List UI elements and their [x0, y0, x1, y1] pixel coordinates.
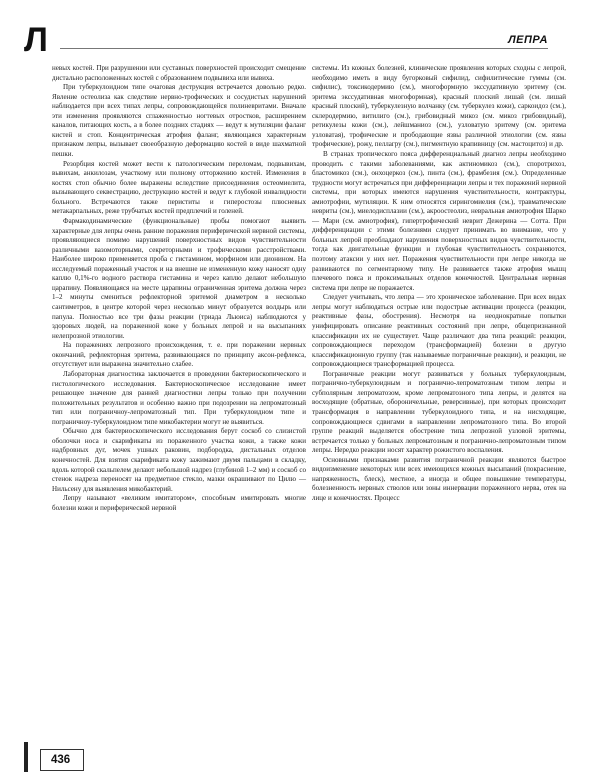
- right-column: [312, 64, 566, 504]
- left-column: [52, 64, 306, 513]
- header-rule: [60, 48, 548, 49]
- paragraph: системы. Из кожных болезней, клинические проявления которых сходны с лепрой, необходимо иметь в виду бугорковый сифилид, сифилитические гуммы (см. сифилис), токсикодермию (см.), многоформную экссудативную эритему (см. эритема экссудативная многоформная), красный плоский лишай (см. лишай красный плоский), туберкулезную волчанку (см. туберкулез кожи), саркоидоз (см.), склеродермию, витилиго (см.), грибовидный микоз (см. микоз грибовидный), ретикулезы кожи (см.), лейшманиоз (см.), узловатую эритему (см. эритема узловатая), трофические и прободающие язвы различной этиологии (см. язвы трофические), рожу, пеллагру (см.), пигментную крапивницу (см. мастоцитоз) и др.: [312, 64, 566, 149]
- paragraph: Лепру называют «великим имитатором», способным имитировать многие болезни кожи и периферической нервной: [52, 494, 306, 512]
- paragraph: Основными признаками развития пограничной реакции являются быстрое видоизменение некоторых или всех имеющихся кожных высыпаний (покраснение, напряженность, блеск), местное, а иногда и общее повышение температуры, болезненность нервных стволов или зоны иннервации пораженного нерва, отек на лице и конечностях. Процесс: [312, 455, 566, 502]
- page-number: 436: [40, 749, 84, 771]
- paragraph: невых костей. При разрушении или суставных поверхностей происходит смещение дистально расположенных костей с образованием подвывиха или вывиха.: [52, 64, 306, 82]
- paragraph: Пограничные реакции могут развиваться у больных туберкулоидным, погранично-туберкулоидным и погранично-лепроматозным типом лепры и субполярным лепроматозом, кроме лепроматозного типа лепры, и делятся на восходящие (обратные, обороничельные, реверсивные), при которых происходит трансформация в направлении туберкулоидного типа, и на нисходящие, сопровождающиеся сдвигами в направлении лепроматозного типа. Во второй группе реакций выделяется обострение типа лепрозной узловой эритемы, встречается только у больных лепроматозным и погранично-лепроматозным типом лепры. Нередко реакции носят характер рожистого воспаления.: [312, 369, 566, 455]
- footer-side-bar: [24, 742, 28, 772]
- paragraph: Лабораторная диагностика заключается в проведении бактериоскопического и гистологического исследования. Бактериоскопическое исследование имеет решающее значение для ранней диагностики лепры только при получении положительных результатов и особенно важно при подозрении на лепроматозный тип или пограничноу-лепроматозный тип. При туберкулоидном типе и пограничноу-туберкулоидном типе микобактерии могут не выявиться.: [52, 369, 306, 426]
- paragraph: Резорбция костей может вести к патологическим переломам, подвывихам, вывихам, анкилозам, участкому или полному отторжению костей. Изменения в костях стоп обычно более выражены вследствие присоединения остеомиелита, вызывающего секвестрацию, деструкцию костей и ведут к глубокой инвалидности больного. Встречаются также периститы и гиперостозы плюсневых метакарпальных, реже трубчатых костей предплечий и голеней.: [52, 159, 306, 216]
- paragraph: Следует учитывать, что лепра — это хроническое заболевание. При всех видах лепры могут наблюдаться острые или подострые активации процесса (реакции, реактивные фазы, обострения). Несмотря на неоднократные попытки унифицировать описание реактивных состояний при лепре, общепризнанной классификации их не существует. Чаще различают два типа реакций: реакции, сопровождающиеся переходом (трансформацией) болезни в другую классификационную группу (так называемые пограничные реакции), и реакции, не сопровождающиеся трансформацией процесса.: [312, 293, 566, 369]
- running-title: ЛЕПРА: [508, 34, 548, 46]
- paragraph: Обычно для бактериоскопического исследования берут соскоб со слизистой оболочки носа и скарификаты из пораженного участка кожи, а также кожи надбровных дуг, мочек ушных раковин, подбородка, дистальных отделов конечностей. Для взятия скарификата кожу зажимают двумя пальцами в складку, вдоль которой скальпелем делают небольшой надрез (глубиной 1–2 мм) и соскоб со стенок надреза переносят на предметное стекло, мазки окрашивают по Цилю — Нильсену для выявления микобактерий.: [52, 427, 306, 493]
- alphabet-letter-tab: Л: [24, 21, 48, 59]
- paragraph: На поражениях лепрозного происхождения, т. е. при поражении нервных окончаний, рефлекторная эритема, развивающаяся по принципу аксон-рефлекса, отсутствует или выражена значительно слабее.: [52, 341, 306, 369]
- paragraph: При туберкулоидном типе очаговая деструкция встречается довольно редко. Явление остеолиза как следствие нервно-трофических и сосудистых нарушений наблюдается при всех типах лепры, сопровождающейся полиневритами. Вначале эти изменения проявляются сглаженностью ногтевых отростков, расширением каналов, питающих кость, а в более поздних стадиях — ведут к мутиляции фаланг кистей и стоп. Концентрическая атрофия фаланг, являющаяся характерным признаком лепры, вызывает своеобразную деформацию костей в виде шахматной пешки.: [52, 83, 306, 159]
- paragraph: Фармакодинамические (функциональные) пробы помогают выявить характерные для лепры очень ранние поражения периферической нервной системы, проявляющиеся помимо нарушений поверхностных видов чувствительности различными вазомоторными, секреторными и трофическими расстройствами. Наиболее широко применяется проба с гистамином, морфином или дионином. На исследуемый пораженный участок и на внешне не измененную кожу наносят одну каплю 0,1%-го водного раствора гистамина и через каплю делают небольшую царапину. Появляющаяся на месте царапины ограниченная эритема должна через 1–2 минуты смениться рефлекторной эритемой диаметром в несколько сантиметров, в центре которой через несколько минут образуется волдырь или папула. Полностью все три фазы реакции (триада Льюиса) наблюдаются у здоровых людей, на пораженной коже у больных лепрой и на высыпаниях нелепрозной этиологии.: [52, 217, 306, 340]
- paragraph: В странах тропического пояса дифференциальный диагноз лепры необходимо проводить с такими заболеваниями, как актиномикоз (см.), споротрихоз, бластомикоз (см.), онхоцеркоз (см.), пинта (см.), фрамбезия (см.). Определенные трудности могут встречаться при дифференциации лепры и тех поражений нервной системы, при которых имеются нарушения чувствительности, контрактуры, амиотрофии, мутиляции. К ним относятся сирингомиелия (см.), травматические невриты (см.), миелодисплазии (см.), акроостеолиз, невральная амиотрофия Шарко — Мари (см. амиотрофия), гипертрофический неврит Дежерина — Сотта. При дифференциации с этими болезнями следует принимать во внимание, что у больных лепрой преобладают нарушения поверхностных видов чувствительности, тогда как двигательные функции и глубокая чувствительность сохраняются, поэтому атаксии у них нет. Поражения чувствительности при лепре никогда не развиваются по сегментарному типу. Не развивается также атрофия мышц плечевого пояса и проксимальных отделов конечностей. Центральная нервная система при лепре не поражается.: [312, 150, 566, 292]
